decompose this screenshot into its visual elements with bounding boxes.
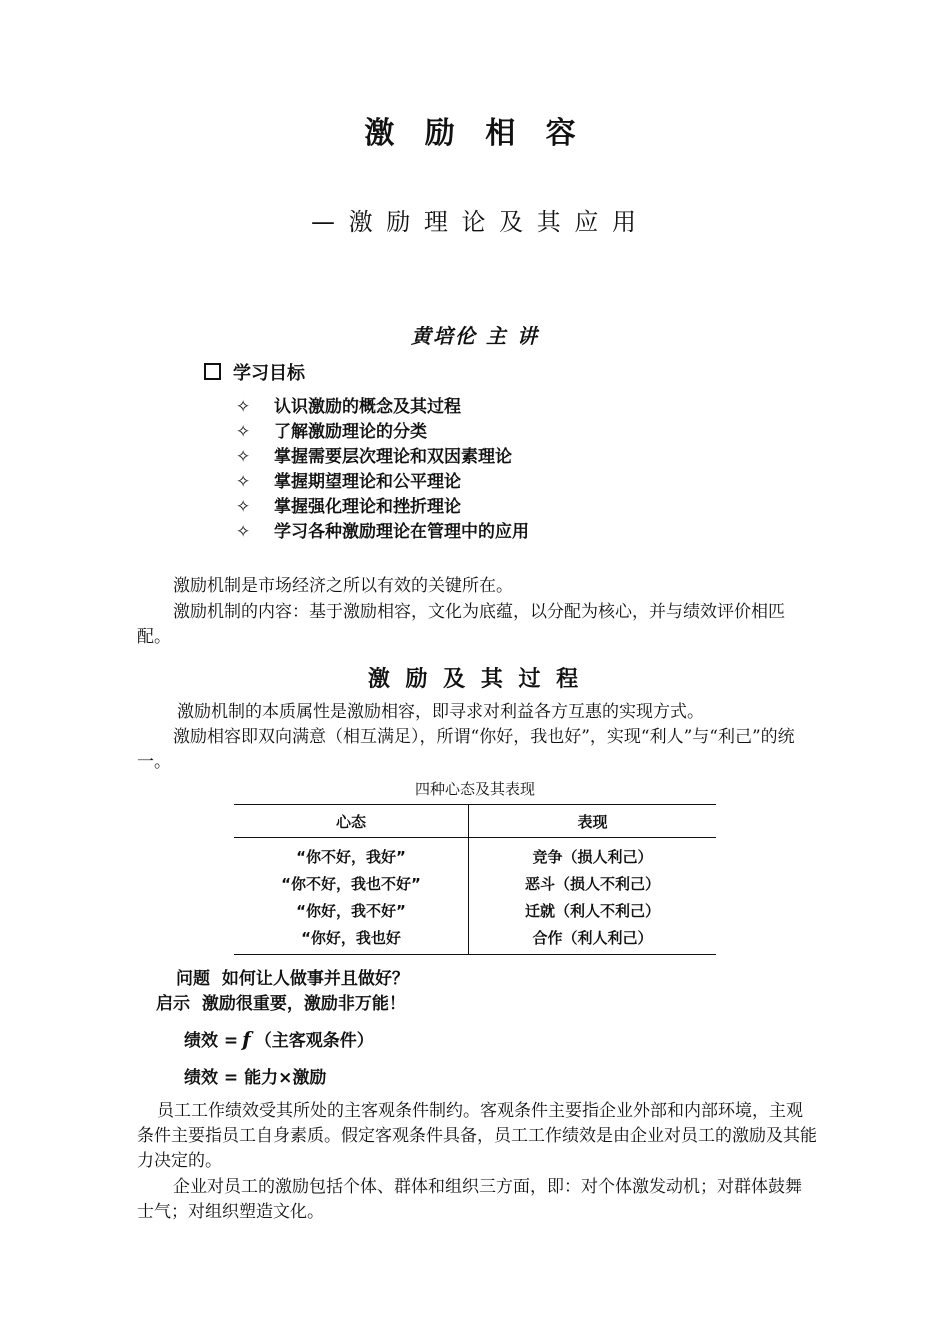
column-header-behavior: 表现 [469,805,717,838]
question-line [176,964,409,989]
closing-paragraph-2: 企业对员工的激励包括个体、群体和组织三方面，即：对个体激发动机；对群体鼓舞士气；对组织塑造文化。 [137,1177,802,1222]
page-subtitle: — 激 励 理 论 及 其 应 用 [310,208,640,236]
intro-paragraph-1: 激励机制是市场经济之所以有效的关键所在。 [173,576,513,596]
four-point-star-icon: ✧ [236,472,251,492]
list-item: ✧ 掌握期望理论和公平理论 [236,470,529,495]
intro-paragraph-2: 激励机制的内容：基于激励相容，文化为底蕴，以分配为核心，并与绩效评价相匹配。 [137,602,785,647]
list-item: ✧ 了解激励理论的分类 [236,420,529,445]
function-symbol: f [242,1027,251,1051]
question-label: 问题 [176,969,210,989]
objectives-list [236,395,529,545]
formula-2: 绩效 = 能力×激励 [184,1068,327,1088]
question-text: 如何让人做事并且做好？ [221,969,409,989]
hint-text: 激励很重要，激励非万能！ [201,994,406,1014]
table-row [234,924,716,955]
table-cell: “你好，我也好 [234,924,469,955]
table-row [234,870,716,897]
page-title: 激 励 相 容 [364,116,586,151]
list-item: ✧ 掌握强化理论和挫折理论 [236,495,529,520]
table-cell: “你不好，我好” [234,838,469,871]
objectives-heading [204,359,305,385]
four-point-star-icon: ✧ [236,522,251,542]
table-cell: 迁就（利人不利己） [524,902,660,920]
section-paragraph-2: 激励相容即双向满意（相互满足），所谓“你好，我也好”，实现“利人”与“利己”的统一。 [137,727,795,772]
section-paragraph-1: 激励机制的本质属性是激励相容，即寻求对利益各方互惠的实现方式。 [177,702,704,722]
table-cell: 合作（利人利己） [469,924,717,955]
table-cell: 恶斗（损人不利己） [524,875,660,893]
table-cell: 竞争（损人利己） [532,848,653,866]
list-item: ✧ 学习各种激励理论在管理中的应用 [236,520,529,545]
hint-line [156,989,406,1014]
hint-label: 启示 [156,994,190,1014]
table-row [234,897,716,924]
table-header-row [234,805,716,838]
four-point-star-icon: ✧ [236,422,251,442]
column-header-mindset: 心态 [234,805,469,838]
section-heading: 激 励 及 其 过 程 [367,667,583,692]
objectives-heading-label: 学习目标 [233,363,305,384]
table-row [234,838,716,871]
table-cell: “你好，我不好” [234,897,469,924]
four-point-star-icon: ✧ [236,497,251,517]
formula-1: 绩效 = f （主客观条件） [184,1027,374,1051]
list-item: ✧ 掌握需要层次理论和双因素理论 [236,445,529,470]
checkbox-square-icon [204,363,221,380]
closing-paragraph-1: 员工工作绩效受其所处的主客观条件制约。客观条件主要指企业外部和内部环境，主观条件主要指员工自身素质。假定客观条件具备，员工工作绩效是由企业对员工的激励及其能力决定的。 [137,1101,817,1171]
mindset-table [234,804,716,955]
four-point-star-icon: ✧ [236,397,251,417]
table-cell: “你不好，我也不好” [234,870,469,897]
presenter-line: 黄培伦 主 讲 [411,324,539,348]
table-caption: 四种心态及其表现 [414,780,535,798]
list-item: ✧ 认识激励的概念及其过程 [236,395,529,420]
four-point-star-icon: ✧ [236,447,251,467]
